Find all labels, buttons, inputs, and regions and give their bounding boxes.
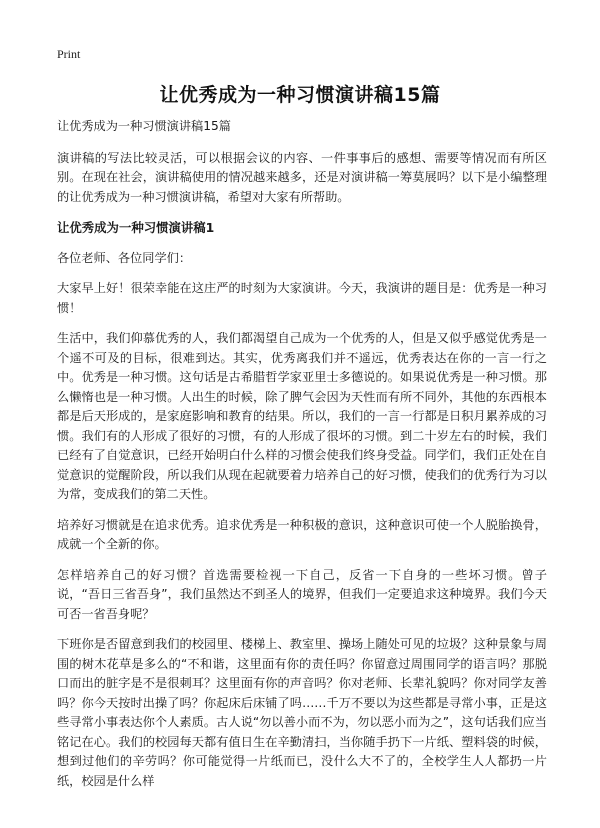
body-paragraph: 下班你是否留意到我们的校园里、楼梯上、教室里、操场上随处可见的垃圾？这种景象与周围的树木花草是多么的“不和谐，这里面有你的责任吗？你留意过周围同学的语言吗？那脱口而出的脏字是不是很刺耳？这里面有你的声音吗？你对老师、长辈礼貌吗？你对同学友善吗？你今天按时出操了吗？你起床后床铺了吗……千万不要以为这些都是寻常小事，正是这些寻常小事表达你个人素质。古人说“勿以善小而不为，勿以恶小而为之”，这句话我们应当铭记在心。我们的校园每天都有值日生在辛勤清扫，当你随手扔下一片纸、塑料袋的时候，想到过他们的辛劳吗？你可能觉得一片纸而已，没什么大不了的，全校学生人人都扔一片纸，校园是什么样 (57, 637, 547, 788)
print-link[interactable]: Print (57, 47, 81, 61)
intro-paragraph: 演讲稿的写法比较灵活，可以根据会议的内容、一件事事后的感想、需要等情况而有所区别。在现在社会，演讲稿使用的情况越来越多，还是对演讲稿一筹莫展吗？以下是小编整理的让优秀成为一种习惯演讲稿，希望对大家有所帮助。 (57, 150, 547, 204)
body-paragraph: 大家早上好！很荣幸能在这庄严的时刻为大家演讲。今天，我演讲的题目是：优秀是一种习惯！ (57, 281, 547, 315)
greeting-paragraph: 各位老师、各位同学们： (57, 250, 192, 265)
document-title: 让优秀成为一种习惯演讲稿15篇 (159, 84, 441, 106)
section-heading: 让优秀成为一种习惯演讲稿1 (57, 220, 215, 235)
body-paragraph: 怎样培养自己的好习惯？首选需要检视一下自己，反省一下自身的一些坏习惯。曾子说，“吾日三省吾身”，我们虽然达不到圣人的境界，但我们一定要追求这种境界。我们今天可否一省吾身呢？ (57, 567, 547, 621)
body-paragraph: 生活中，我们仰慕优秀的人，我们都渴望自己成为一个优秀的人，但是又似乎感觉优秀是一个遥不可及的目标，很难到达。其实，优秀离我们并不遥远，优秀表达在你的一言一行之中。优秀是一种习惯。这句话是古希腊哲学家亚里士多德说的。如果说优秀是一种习惯。那么懒惰也是一种习惯。人出生的时候，除了脾气会因为天性而有所不同外，其他的东西根本都是后天形成的，是家庭影响和教育的结果。所以，我们的一言一行都是日积月累养成的习惯。我们有的人形成了很好的习惯，有的人形成了很坏的习惯。到二十岁左右的时候，我们已经有了自觉意识，已经开始明白什么样的习惯会使我们终身受益。同学们，我们正处在自觉意识的觉醒阶段，所以我们从现在起就要着力培养自己的好习惯，使我们的优秀行为习以为常，变成我们的第二天性。 (57, 331, 547, 501)
body-paragraph: 培养好习惯就是在追求优秀。追求优秀是一种积极的意识，这种意识可使一个人脱胎换骨，成就一个全新的你。 (57, 517, 547, 551)
document-subtitle: 让优秀成为一种习惯演讲稿15篇 (57, 119, 231, 133)
document-body (57, 117, 547, 802)
